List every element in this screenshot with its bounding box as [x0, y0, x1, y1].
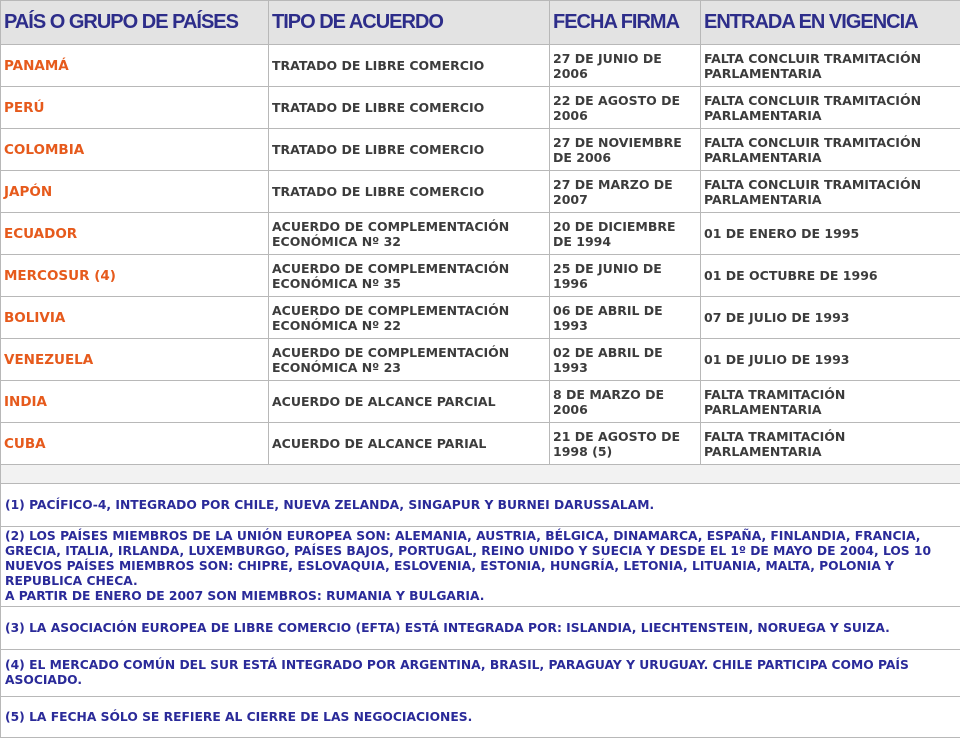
signing-date-cell: 06 DE ABRIL DE 1993 — [550, 297, 701, 339]
footnote-2-members: (2) LOS PAÍSES MIEMBROS DE LA UNIÓN EUROPEA SON: ALEMANIA, AUSTRIA, BÉLGICA, DINAMARCA, ESPAÑA, FINLANDIA, FRANCIA, GRECIA, ITALIA, IRLANDA, LUXEMBURGO, PAÍSES BAJOS, PORTUGAL, REINO UNIDO Y SUECIA Y DESDE EL 1º DE MAYO DE 2004, LOS 10 NUEVOS PAÍSES MIEMBROS SON: CHIPRE, ESLOVAQUIA, ESLOVENIA, ESTONIA, HUNGRÍA, LETONIA, LITUANIA, MALTA, POLONIA Y REPUBLICA CHECA. — [5, 529, 956, 589]
agreement-type-cell: ACUERDO DE COMPLEMENTACIÓN ECONÓMICA Nº 22 — [269, 297, 550, 339]
country-cell: ECUADOR — [1, 213, 269, 255]
table-row — [1, 423, 960, 465]
table-row — [1, 255, 960, 297]
country-cell: CUBA — [1, 423, 269, 465]
entry-into-force-cell: 07 DE JULIO DE 1993 — [701, 297, 960, 339]
entry-into-force-cell: 01 DE JULIO DE 1993 — [701, 339, 960, 381]
footnote-row — [1, 527, 960, 607]
signing-date-cell: 20 DE DICIEMBRE DE 1994 — [550, 213, 701, 255]
footnote-4: (4) EL MERCADO COMÚN DEL SUR ESTÁ INTEGRADO POR ARGENTINA, BRASIL, PARAGUAY Y URUGUAY. CHILE PARTICIPA COMO PAÍS ASOCIADO. — [1, 650, 960, 697]
spacer-row — [1, 465, 960, 484]
signing-date-cell: 8 DE MARZO DE 2006 — [550, 381, 701, 423]
signing-date-cell: 25 DE JUNIO DE 1996 — [550, 255, 701, 297]
entry-into-force-cell: FALTA CONCLUIR TRAMITACIÓN PARLAMENTARIA — [701, 171, 960, 213]
header-vigencia: ENTRADA EN VIGENCIA — [701, 1, 960, 45]
table-row — [1, 297, 960, 339]
entry-into-force-cell: FALTA CONCLUIR TRAMITACIÓN PARLAMENTARIA — [701, 129, 960, 171]
country-cell: COLOMBIA — [1, 129, 269, 171]
header-pais: PAÍS O GRUPO DE PAÍSES — [1, 1, 269, 45]
country-cell: MERCOSUR (4) — [1, 255, 269, 297]
country-cell: JAPÓN — [1, 171, 269, 213]
footnote-row — [1, 650, 960, 697]
entry-into-force-cell: 01 DE ENERO DE 1995 — [701, 213, 960, 255]
country-cell: VENEZUELA — [1, 339, 269, 381]
entry-into-force-cell: FALTA CONCLUIR TRAMITACIÓN PARLAMENTARIA — [701, 87, 960, 129]
header-fecha: FECHA FIRMA — [550, 1, 701, 45]
table-header-row — [1, 1, 960, 45]
footnote-3: (3) LA ASOCIACIÓN EUROPEA DE LIBRE COMERCIO (EFTA) ESTÁ INTEGRADA POR: ISLANDIA, LIECHTENSTEIN, NORUEGA Y SUIZA. — [1, 607, 960, 650]
country-cell: PANAMÁ — [1, 45, 269, 87]
entry-into-force-cell: 01 DE OCTUBRE DE 1996 — [701, 255, 960, 297]
agreement-type-cell: ACUERDO DE COMPLEMENTACIÓN ECONÓMICA Nº 35 — [269, 255, 550, 297]
agreement-type-cell: TRATADO DE LIBRE COMERCIO — [269, 87, 550, 129]
header-tipo: TIPO DE ACUERDO — [269, 1, 550, 45]
agreement-type-cell: ACUERDO DE COMPLEMENTACIÓN ECONÓMICA Nº 23 — [269, 339, 550, 381]
signing-date-cell: 22 DE AGOSTO DE 2006 — [550, 87, 701, 129]
signing-date-cell: 27 DE MARZO DE 2007 — [550, 171, 701, 213]
entry-into-force-cell: FALTA TRAMITACIÓN PARLAMENTARIA — [701, 423, 960, 465]
footnote-row — [1, 697, 960, 738]
signing-date-cell: 27 DE NOVIEMBRE DE 2006 — [550, 129, 701, 171]
footnote-1: (1) PACÍFICO-4, INTEGRADO POR CHILE, NUEVA ZELANDA, SINGAPUR Y BURNEI DARUSSALAM. — [1, 484, 960, 527]
agreement-type-cell: TRATADO DE LIBRE COMERCIO — [269, 129, 550, 171]
table-row — [1, 87, 960, 129]
footnote-5: (5) LA FECHA SÓLO SE REFIERE AL CIERRE DE LAS NEGOCIACIONES. — [1, 697, 960, 738]
table-row — [1, 213, 960, 255]
table-row — [1, 129, 960, 171]
agreement-type-cell: ACUERDO DE ALCANCE PARIAL — [269, 423, 550, 465]
spacer-cell — [1, 465, 960, 484]
signing-date-cell: 02 DE ABRIL DE 1993 — [550, 339, 701, 381]
agreement-type-cell: ACUERDO DE COMPLEMENTACIÓN ECONÓMICA Nº 32 — [269, 213, 550, 255]
footnote-row — [1, 484, 960, 527]
table-row — [1, 45, 960, 87]
footnote-2-new-members: A PARTIR DE ENERO DE 2007 SON MIEMBROS: RUMANIA Y BULGARIA. — [5, 589, 956, 604]
country-cell: BOLIVIA — [1, 297, 269, 339]
agreement-type-cell: TRATADO DE LIBRE COMERCIO — [269, 45, 550, 87]
table-row — [1, 171, 960, 213]
footnote-row — [1, 607, 960, 650]
agreement-type-cell: ACUERDO DE ALCANCE PARCIAL — [269, 381, 550, 423]
table-row — [1, 381, 960, 423]
signing-date-cell: 27 DE JUNIO DE 2006 — [550, 45, 701, 87]
agreement-type-cell: TRATADO DE LIBRE COMERCIO — [269, 171, 550, 213]
country-cell: PERÚ — [1, 87, 269, 129]
country-cell: INDIA — [1, 381, 269, 423]
entry-into-force-cell: FALTA CONCLUIR TRAMITACIÓN PARLAMENTARIA — [701, 45, 960, 87]
entry-into-force-cell: FALTA TRAMITACIÓN PARLAMENTARIA — [701, 381, 960, 423]
table-row — [1, 339, 960, 381]
signing-date-cell: 21 DE AGOSTO DE 1998 (5) — [550, 423, 701, 465]
footnote-2 — [1, 527, 960, 607]
